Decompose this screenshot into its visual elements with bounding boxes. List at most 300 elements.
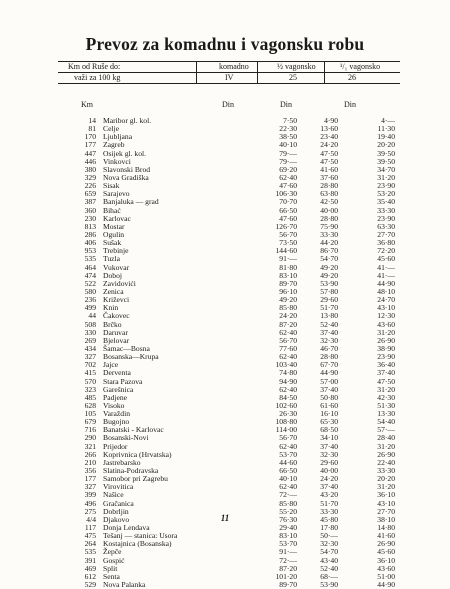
- full-wagon-rate: 36·10: [377, 490, 395, 500]
- full-wagon-rate: 20·20: [377, 474, 395, 484]
- piece-rate: 87·20: [279, 563, 297, 573]
- full-wagon-rate: 26·90: [377, 539, 395, 549]
- page-number: 11: [220, 513, 230, 523]
- half-wagon-rate: 42·50: [320, 197, 338, 207]
- piece-rate: 7·50: [283, 116, 297, 125]
- column-divider: [257, 61, 258, 84]
- half-wagon-rate: 52·40: [320, 563, 338, 573]
- destination: Brčko: [103, 319, 122, 329]
- half-wagon-rate: 52·40: [320, 319, 338, 329]
- destination: Čakovec: [103, 311, 130, 321]
- piece-rate: 94·90: [279, 376, 297, 386]
- full-wagon-rate: 22·40: [377, 457, 395, 467]
- piece-rate: 26·30: [279, 409, 297, 419]
- half-wagon-rate: 46·70: [320, 343, 338, 353]
- full-wagon-rate: 63·30: [377, 221, 395, 231]
- distance-km: 360: [84, 205, 96, 215]
- half-wagon-rate: 32·30: [320, 335, 338, 345]
- full-wagon-rate: 53·20: [377, 189, 395, 199]
- destination: Mostar: [103, 221, 125, 231]
- piece-rate: 106·30: [275, 189, 297, 199]
- full-wagon-rate: 41·—: [377, 262, 395, 272]
- distance-km: 266: [84, 449, 96, 459]
- full-wagon-rate: 47·50: [377, 376, 395, 386]
- destination: Gračanica: [103, 498, 134, 508]
- distance-km: 612: [84, 571, 96, 581]
- piece-rate: 76·30: [279, 514, 297, 524]
- distance-km: 716: [84, 425, 96, 435]
- destination: Vukovar: [103, 262, 130, 272]
- piece-rate: 47·60: [279, 213, 297, 223]
- destination: Šamac—Bosna: [103, 343, 150, 353]
- distance-km: 230: [84, 213, 96, 223]
- distance-km: 323: [84, 384, 96, 394]
- distance-km: 953: [84, 246, 96, 256]
- page-title: Prevoz za komadnu i vagonsku robu: [85, 34, 365, 54]
- half-wagon-class: 25: [289, 73, 297, 82]
- half-wagon-rate: 13·80: [320, 311, 338, 321]
- piece-rate: 101·20: [275, 571, 297, 581]
- distance-km: 117: [84, 523, 96, 533]
- distance-km: 659: [84, 189, 96, 199]
- piece-rate: 84·50: [279, 392, 297, 402]
- destination: Padjene: [103, 392, 128, 402]
- piece-rate: 77·60: [279, 343, 297, 353]
- route-header: Km od Ruše do:: [68, 62, 121, 71]
- piece-rate: 69·20: [279, 164, 297, 174]
- distance-km: 290: [84, 433, 96, 443]
- unit-km: Km: [81, 100, 93, 109]
- piece-rate: 79·—: [279, 156, 297, 166]
- half-wagon-rate: 65·30: [320, 417, 338, 427]
- distance-km: 236: [84, 295, 96, 305]
- distance-km: 105: [84, 409, 96, 419]
- half-wagon-rate: 68·—: [320, 571, 338, 581]
- half-wagon-rate: 57·00: [320, 376, 338, 386]
- full-wagon-rate: 31·20: [377, 482, 395, 492]
- destination: Jajce: [103, 360, 119, 370]
- full-wagon-rate: 39·50: [377, 156, 395, 166]
- piece-rate: 114·00: [275, 425, 297, 435]
- destination: Visoko: [103, 400, 125, 410]
- distance-km: 210: [84, 457, 96, 467]
- destination: Dobrljin: [103, 506, 129, 516]
- destination: Sušak: [103, 238, 122, 248]
- piece-rate: 79·—: [279, 148, 297, 158]
- half-wagon-rate: 34·10: [320, 433, 338, 443]
- full-wagon-rate: 35·40: [377, 197, 395, 207]
- piece-rate: 89·70: [279, 580, 297, 589]
- destination: Knin: [103, 303, 119, 313]
- full-wagon-rate: 41·60: [377, 531, 395, 541]
- piece-rate: 72·—: [279, 555, 297, 565]
- piece-rate: 40·10: [279, 474, 297, 484]
- distance-km: 535: [84, 547, 96, 557]
- destination: Vinkovci: [103, 156, 131, 166]
- full-wagon-rate: 51·00: [377, 571, 395, 581]
- half-wagon-rate: 49·20: [320, 270, 338, 280]
- full-wagon-rate: 45·60: [377, 547, 395, 557]
- full-wagon-rate: 38·90: [377, 343, 395, 353]
- half-wagon-rate: 32·30: [320, 539, 338, 549]
- distance-km: 269: [84, 335, 96, 345]
- piece-rate: 70·70: [279, 197, 297, 207]
- piece-rate: 62·40: [279, 384, 297, 394]
- piece-rate: 144·60: [275, 246, 297, 256]
- distance-km: 380: [84, 164, 96, 174]
- full-wagon-rate: 28·40: [377, 433, 395, 443]
- half-wagon-rate: 32·30: [320, 449, 338, 459]
- piece-rate: 56·70: [279, 433, 297, 443]
- half-wagon-rate: 23·40: [320, 132, 338, 142]
- destination: Stara Pazova: [103, 376, 143, 386]
- destination: Ogulin: [103, 229, 125, 239]
- half-wagon-rate: 29·60: [320, 457, 338, 467]
- full-wagon-rate: 38·10: [377, 514, 395, 524]
- table-row: [58, 573, 400, 581]
- piece-rate: 29·40: [279, 523, 297, 533]
- table-row: [58, 540, 400, 548]
- table-row: [58, 557, 400, 565]
- destination: Osijek gl. kol.: [103, 148, 147, 158]
- distance-km: 570: [84, 376, 96, 386]
- distance-km: 391: [84, 555, 96, 565]
- destination: Slatina-Podravska: [103, 466, 159, 476]
- distance-km: 535: [84, 254, 96, 264]
- piece-rate: 91·—: [279, 254, 297, 264]
- distance-km: 485: [84, 392, 96, 402]
- full-wagon-rate: 33·30: [377, 205, 395, 215]
- full-wagon-rate: 33·30: [377, 466, 395, 476]
- piece-rate: 103·40: [275, 360, 297, 370]
- distance-km: 447: [84, 148, 96, 158]
- distance-km: 529: [84, 580, 96, 589]
- half-wagon-rate: 37·60: [320, 172, 338, 182]
- piece-rate: 72·—: [279, 490, 297, 500]
- destination: Varaždin: [103, 409, 130, 419]
- piece-rate: 87·20: [279, 319, 297, 329]
- half-wagon-rate: 33·30: [320, 229, 338, 239]
- full-wagon-rate: 57·—: [377, 425, 395, 435]
- distance-km: 464: [84, 262, 96, 272]
- piece-rate: 53·70: [279, 449, 297, 459]
- full-wagon-rate: 19·40: [377, 132, 395, 142]
- distance-km: 226: [84, 181, 96, 191]
- distance-km: 387: [84, 197, 96, 207]
- column-divider: [196, 61, 197, 84]
- half-wagon-rate: 41·60: [320, 164, 338, 174]
- half-wagon-rate: 49·20: [320, 262, 338, 272]
- full-wagon-header: ¹/₁ vagonsko: [340, 62, 381, 71]
- piece-rate: 91·—: [279, 547, 297, 557]
- distance-km: 327: [84, 352, 96, 362]
- full-wagon-rate: 43·60: [377, 563, 395, 573]
- table-row: [58, 548, 400, 556]
- full-wagon-rate: 27·70: [377, 506, 395, 516]
- full-wagon-rate: 26·90: [377, 335, 395, 345]
- full-wagon-rate: 13·30: [377, 409, 395, 419]
- half-wagon-rate: 37·40: [320, 441, 338, 451]
- half-wagon-rate: 37·40: [320, 327, 338, 337]
- full-wagon-rate: 20·20: [377, 140, 395, 150]
- destination: Trebinje: [103, 246, 129, 256]
- half-wagon-rate: 16·10: [320, 409, 338, 419]
- piece-rate: 22·30: [279, 124, 297, 134]
- piece-rate: 73·50: [279, 238, 297, 248]
- half-wagon-rate: 40·00: [320, 466, 338, 476]
- full-wagon-rate: 72·20: [377, 246, 395, 256]
- full-wagon-rate: 43·10: [377, 498, 395, 508]
- half-wagon-rate: 13·60: [320, 124, 338, 134]
- distance-km: 702: [84, 360, 96, 370]
- piece-header: komadno: [219, 62, 249, 71]
- piece-rate: 56·70: [279, 229, 297, 239]
- half-wagon-header: ½ vagonsko: [277, 62, 316, 71]
- distance-km: 14: [88, 116, 96, 125]
- half-wagon-rate: 86·70: [320, 246, 338, 256]
- destination: Banatski - Karlovac: [103, 425, 164, 435]
- full-wagon-rate: 31·20: [377, 327, 395, 337]
- half-wagon-rate: 51·70: [320, 303, 338, 313]
- full-wagon-rate: 43·10: [377, 303, 395, 313]
- full-wagon-rate: 31·20: [377, 384, 395, 394]
- distance-km: 170: [84, 132, 96, 142]
- half-wagon-rate: 24·20: [320, 140, 338, 150]
- distance-km: 415: [84, 368, 96, 378]
- full-wagon-rate: 44·90: [377, 580, 395, 589]
- destination: Križevci: [103, 295, 130, 305]
- distance-km: 4/4: [86, 514, 96, 524]
- full-wagon-rate: 12·30: [377, 311, 395, 321]
- half-wagon-rate: 29·60: [320, 295, 338, 305]
- piece-rate: 62·40: [279, 482, 297, 492]
- piece-rate: 53·70: [279, 539, 297, 549]
- piece-rate: 89·70: [279, 278, 297, 288]
- distance-km: 177: [84, 140, 96, 150]
- half-wagon-rate: 50·80: [320, 392, 338, 402]
- full-wagon-rate: 54·40: [377, 417, 395, 427]
- half-wagon-rate: 61·60: [320, 400, 338, 410]
- full-wagon-rate: 23·90: [377, 213, 395, 223]
- half-wagon-rate: 47·50: [320, 148, 338, 158]
- table-row: [58, 532, 400, 540]
- destination: Zenica: [103, 286, 124, 296]
- piece-rate: 62·40: [279, 352, 297, 362]
- piece-rate: 40·10: [279, 140, 297, 150]
- unit-din-piece: Din: [222, 100, 234, 109]
- full-wagon-rate: 4·—: [381, 116, 395, 125]
- full-wagon-rate: 43·60: [377, 319, 395, 329]
- distance-km: 264: [84, 539, 96, 549]
- destination: Sisak: [103, 181, 120, 191]
- half-wagon-rate: 53·90: [320, 580, 338, 589]
- full-wagon-rate: 51·30: [377, 400, 395, 410]
- destination: Nova Gradiška: [103, 172, 149, 182]
- table-row: [58, 565, 400, 573]
- piece-rate: 62·40: [279, 172, 297, 182]
- distance-km: 679: [84, 417, 96, 427]
- distance-km: 330: [84, 327, 96, 337]
- destination: Banjaluka — grad: [103, 197, 159, 207]
- piece-rate: 44·60: [279, 457, 297, 467]
- full-wagon-rate: 45·60: [377, 254, 395, 264]
- half-wagon-rate: 47·50: [320, 156, 338, 166]
- half-wagon-rate: 43·20: [320, 490, 338, 500]
- destination: Daruvar: [103, 327, 128, 337]
- destination: Derventa: [103, 368, 131, 378]
- full-wagon-rate: 36·80: [377, 238, 395, 248]
- piece-rate: 24·20: [279, 311, 297, 321]
- destination: Bjelovar: [103, 335, 130, 345]
- destination: Senta: [103, 571, 120, 581]
- half-wagon-rate: 24·20: [320, 474, 338, 484]
- full-wagon-rate: 48·10: [377, 286, 395, 296]
- unit-din-full: Din: [344, 100, 356, 109]
- distance-km: 469: [84, 563, 96, 573]
- half-wagon-rate: 44·20: [320, 238, 338, 248]
- distance-km: 580: [84, 286, 96, 296]
- piece-rate: 56·70: [279, 335, 297, 345]
- destination: Koprivnica (Hrvatska): [103, 449, 172, 459]
- destination: Maribor gl. kol.: [103, 116, 152, 125]
- destination: Zavidovići: [103, 278, 136, 288]
- distance-km: 446: [84, 156, 96, 166]
- distance-km: 177: [84, 474, 96, 484]
- half-wagon-rate: 53·90: [320, 278, 338, 288]
- distance-km: 275: [84, 506, 96, 516]
- destination: Celje: [103, 124, 120, 134]
- destination: Bosanski-Novi: [103, 433, 149, 443]
- half-wagon-rate: 54·70: [320, 547, 338, 557]
- distance-km: 406: [84, 238, 96, 248]
- distance-km: 474: [84, 270, 96, 280]
- distance-km: 496: [84, 498, 96, 508]
- half-wagon-rate: 44·90: [320, 368, 338, 378]
- full-wagon-rate: 44·90: [377, 278, 395, 288]
- piece-rate: 108·80: [275, 417, 297, 427]
- destination: Tešanj — stanica: Usora: [103, 531, 178, 541]
- distance-km: 628: [84, 400, 96, 410]
- destination: Jastrebarsko: [103, 457, 141, 467]
- distance-km: 475: [84, 531, 96, 541]
- piece-rate: 85·80: [279, 303, 297, 313]
- half-wagon-rate: 63·80: [320, 189, 338, 199]
- piece-rate: 126·70: [275, 221, 297, 231]
- piece-rate: 55·20: [279, 506, 297, 516]
- piece-rate: 38·50: [279, 132, 297, 142]
- full-wagon-rate: 24·70: [377, 295, 395, 305]
- full-wagon-rate: 36·10: [377, 555, 395, 565]
- piece-rate: 74·80: [279, 368, 297, 378]
- half-wagon-rate: 43·40: [320, 555, 338, 565]
- half-wagon-rate: 68·50: [320, 425, 338, 435]
- destination: Karlovac: [103, 213, 131, 223]
- piece-rate: 49·20: [279, 295, 297, 305]
- destination: Ljubljana: [103, 132, 133, 142]
- destination: Donja Lendava: [103, 523, 150, 533]
- destination: Garešnica: [103, 384, 134, 394]
- destination: Žepče: [103, 547, 122, 557]
- distance-km: 44: [88, 311, 96, 321]
- destination: Tuzla: [103, 254, 121, 264]
- half-wagon-rate: 57·80: [320, 286, 338, 296]
- destination: Nova Palanka: [103, 580, 146, 589]
- piece-rate: 102·60: [275, 400, 297, 410]
- destination: Slavonski Brod: [103, 164, 151, 174]
- half-wagon-rate: 51·70: [320, 498, 338, 508]
- destination: Sarajevo: [103, 189, 130, 199]
- piece-rate: 62·40: [279, 327, 297, 337]
- piece-rate: 66·50: [279, 466, 297, 476]
- half-wagon-rate: 28·80: [320, 352, 338, 362]
- header-bottom-rule: [58, 83, 400, 84]
- half-wagon-rate: 28·80: [320, 181, 338, 191]
- distance-km: 522: [84, 278, 96, 288]
- table-row: [58, 581, 400, 589]
- half-wagon-rate: 75·90: [320, 221, 338, 231]
- full-wagon-rate: 42·30: [377, 392, 395, 402]
- half-wagon-rate: 54·70: [320, 254, 338, 264]
- distance-km: 356: [84, 466, 96, 476]
- half-wagon-rate: 37·40: [320, 384, 338, 394]
- full-wagon-rate: 11·30: [377, 124, 395, 134]
- full-wagon-rate: 14·80: [377, 523, 395, 533]
- piece-rate: 62·40: [279, 441, 297, 451]
- full-wagon-class: 26: [348, 73, 356, 82]
- distance-km: 499: [84, 303, 96, 313]
- distance-km: 286: [84, 229, 96, 239]
- column-divider: [324, 61, 325, 84]
- full-wagon-rate: 41·—: [377, 270, 395, 280]
- full-wagon-rate: 34·70: [377, 164, 395, 174]
- full-wagon-rate: 36·40: [377, 360, 395, 370]
- destination: Doboj: [103, 270, 122, 280]
- distance-km: 434: [84, 343, 96, 353]
- destination: Samobor pri Zagrebu: [103, 474, 168, 484]
- destination: Split: [103, 563, 118, 573]
- distance-km: 399: [84, 490, 96, 500]
- unit-din-half: Din: [280, 100, 292, 109]
- piece-class: IV: [225, 73, 234, 82]
- half-wagon-rate: 50·—: [320, 531, 338, 541]
- destination: Bihać: [103, 205, 121, 215]
- destination: Prijedor: [103, 441, 128, 451]
- half-wagon-rate: 33·30: [320, 506, 338, 516]
- half-wagon-rate: 45·80: [320, 514, 338, 524]
- weight-label: važi za 100 kg: [74, 73, 121, 82]
- full-wagon-rate: 37·40: [377, 368, 395, 378]
- full-wagon-rate: 27·70: [377, 229, 395, 239]
- half-wagon-rate: 40·00: [320, 205, 338, 215]
- piece-rate: 66·50: [279, 205, 297, 215]
- full-wagon-rate: 39·50: [377, 148, 395, 158]
- full-wagon-rate: 31·20: [377, 441, 395, 451]
- destination: Zagreb: [103, 140, 125, 150]
- half-wagon-rate: 37·40: [320, 482, 338, 492]
- destination: Djakovo: [103, 514, 130, 524]
- piece-rate: 81·80: [279, 262, 297, 272]
- distance-km: 81: [88, 124, 96, 134]
- piece-rate: 96·10: [279, 286, 297, 296]
- piece-rate: 85·80: [279, 498, 297, 508]
- half-wagon-rate: 17·80: [320, 523, 338, 533]
- distance-km: 813: [84, 221, 96, 231]
- destination: Našice: [103, 490, 124, 500]
- distance-km: 329: [84, 172, 96, 182]
- half-wagon-rate: 67·70: [320, 360, 338, 370]
- half-wagon-rate: 4·90: [324, 116, 338, 125]
- full-wagon-rate: 23·90: [377, 181, 395, 191]
